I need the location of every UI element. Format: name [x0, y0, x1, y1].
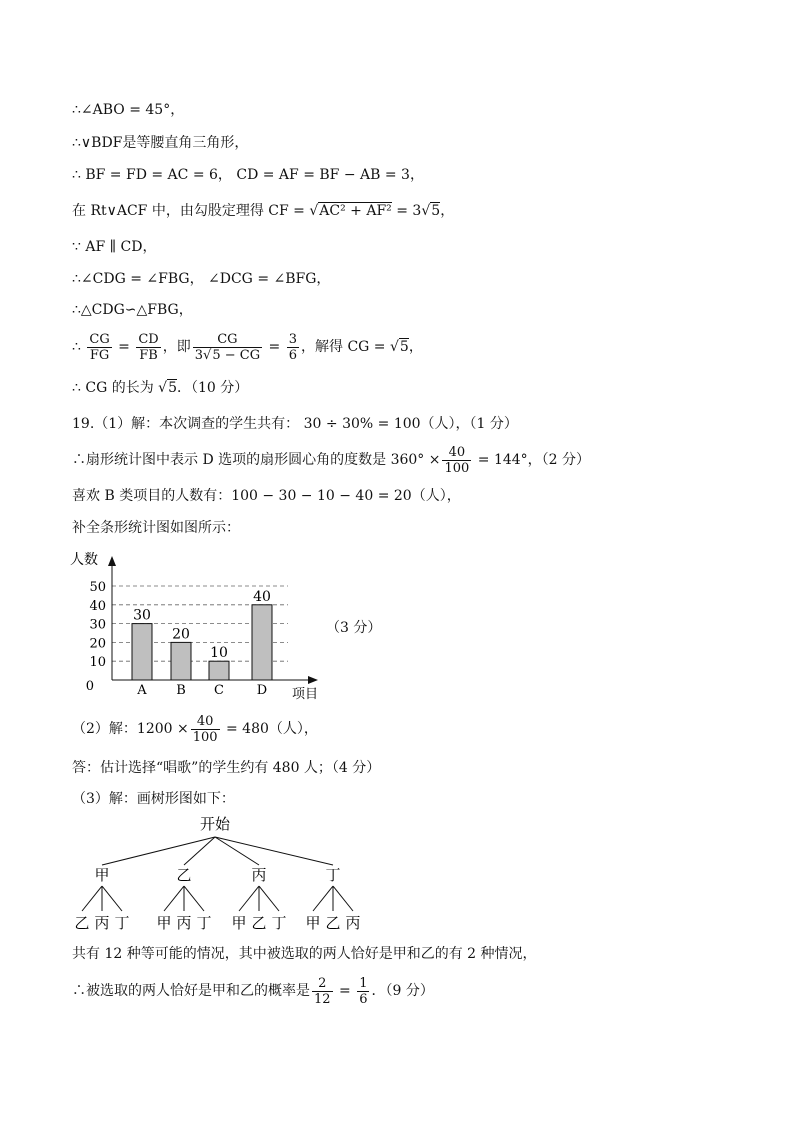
y-tick-label: 0	[85, 679, 94, 694]
line-probability: ∴被选取的两人恰好是甲和乙的概率是 $\frac{2}{12}$ = $\frac{1}{6}$ ．（9 分）	[72, 975, 434, 1007]
x-tick-label: C	[214, 683, 224, 698]
tree-edge	[239, 886, 259, 911]
y-axis-title: 人数	[70, 552, 98, 568]
y-tick-label: 20	[89, 636, 106, 652]
tree-edge	[102, 886, 122, 911]
tree-node: 乙	[176, 866, 192, 884]
line-estimate: （2）解：1200 × $\frac{40}{100}$ = 480（人），	[72, 713, 318, 745]
tree-edge	[102, 837, 215, 865]
tree-leaf: 乙	[251, 914, 267, 932]
bar-value-label: 20	[172, 626, 190, 643]
tree-node: 丁	[325, 866, 341, 884]
tree-edge	[164, 886, 184, 911]
tree-leaf: 丁	[114, 914, 130, 932]
sqrt-content: 5	[431, 203, 441, 219]
tree-leaf: 乙	[74, 914, 90, 932]
line-proportion: ∴ $\frac{CG}{FG}$ = $\frac{CD}{FB}$ ，即 $\frac{CG}{3√5 - CG}$ = $\frac{3}{6}$ ，解得 CG = √5，	[72, 331, 423, 363]
line-tree-intro: （3）解：画树形图如下：	[72, 791, 235, 807]
bar	[132, 624, 152, 680]
bar-chart	[60, 548, 330, 708]
text: ，	[440, 203, 455, 219]
fraction: $\frac{40}{100}$	[192, 713, 218, 745]
chart-score: （3 分）	[326, 620, 382, 636]
line-angle-abo: ∴∠ABO = 45°，	[72, 102, 185, 118]
tree-root: 开始	[199, 815, 231, 833]
bar	[209, 661, 229, 680]
tree-edge	[215, 837, 333, 865]
tree-leaf: 丙	[94, 914, 110, 932]
fraction: $\frac{CG}{3√5 - CG}$	[194, 331, 261, 363]
line-cg-result: ∴ CG 的长为 √5．（10 分）	[72, 380, 249, 396]
line-answer-singing: 答：估计选择“唱歌”的学生约有 480 人；（4 分）	[72, 760, 381, 776]
sqrt-content: AC² + AF²	[319, 203, 392, 219]
tree-leaf: 丙	[345, 914, 361, 932]
tree-leaf: 甲	[305, 914, 321, 932]
tree-leaf: 丁	[271, 914, 287, 932]
tree-leaf: 丁	[196, 914, 212, 932]
bar-value-label: 40	[253, 588, 271, 605]
y-tick-label: 10	[89, 655, 106, 671]
x-axis-arrow	[308, 676, 318, 684]
fraction: $\frac{40}{100}$	[444, 444, 470, 476]
y-tick-label: 50	[89, 580, 106, 595]
fraction: $\frac{3}{6}$	[288, 331, 298, 363]
line-complete-chart: 补全条形统计图如图所示：	[72, 520, 240, 536]
tree-edge	[333, 886, 353, 911]
fraction: $\frac{CG}{FG}$	[89, 331, 110, 363]
tree-edge	[82, 886, 102, 911]
tree-edge	[259, 886, 279, 911]
y-axis-arrow	[108, 556, 116, 566]
bar-value-label: 30	[133, 607, 151, 624]
tree-edge	[313, 886, 333, 911]
tree-edge	[215, 837, 259, 865]
fraction: $\frac{CD}{FB}$	[138, 331, 159, 363]
line-outcomes: 共有 12 种等可能的情况，其中被选取的两人恰好是甲和乙的有 2 种情况，	[72, 946, 537, 962]
tree-leaf: 丙	[176, 914, 192, 932]
y-tick-label: 30	[89, 617, 106, 633]
bar	[252, 605, 272, 680]
line-isosceles: ∴∨BDF是等腰直角三角形，	[72, 135, 249, 151]
text: = 3	[391, 203, 422, 219]
x-tick-label: D	[256, 683, 268, 698]
x-tick-label: B	[176, 683, 186, 698]
tree-leaf: 甲	[156, 914, 172, 932]
line-lengths: ∴ BF = FD = AC = 6， CD = AF = BF − AB = 3，	[72, 167, 424, 183]
line-pythagoras: 在 Rt∨ACF 中，由勾股定理得 CF = √AC² + AF² = 3√5，	[72, 203, 455, 219]
text: ∴	[72, 339, 81, 355]
tree-diagram	[60, 815, 390, 937]
x-tick-label: A	[137, 683, 147, 698]
text: 在 Rt∨ACF 中，由勾股定理得 CF =	[72, 203, 310, 219]
fraction: $\frac{1}{6}$	[359, 975, 368, 1007]
x-axis-title: 项目	[292, 687, 319, 702]
tree-leaf: 甲	[231, 914, 247, 932]
fraction: $\frac{2}{12}$	[314, 975, 331, 1007]
line-b-count: 喜欢 B 类项目的人数有：100 − 30 − 10 − 40 = 20（人），	[72, 488, 461, 504]
bar	[171, 642, 191, 680]
line-parallel: ∵ AF ∥ CD，	[72, 239, 157, 255]
line-q19-total: 19.（1）解：本次调查的学生共有： 30 ÷ 30% = 100（人），（1 分）	[72, 416, 518, 432]
tree-leaf: 乙	[325, 914, 341, 932]
tree-edge	[184, 886, 204, 911]
tree-node: 丙	[251, 866, 267, 884]
line-angle-d: ∴扇形统计图中表示 D 选项的扇形圆心角的度数是 360° × $\frac{40}{100}$ = 144°，（2 分）	[72, 444, 591, 476]
tree-node: 甲	[94, 866, 110, 884]
line-angles-equal: ∴∠CDG = ∠FBG， ∠DCG = ∠BFG，	[72, 271, 331, 287]
y-tick-label: 40	[89, 598, 106, 614]
line-similar: ∴△CDG∽△FBG，	[72, 302, 193, 318]
bar-value-label: 10	[210, 645, 228, 662]
